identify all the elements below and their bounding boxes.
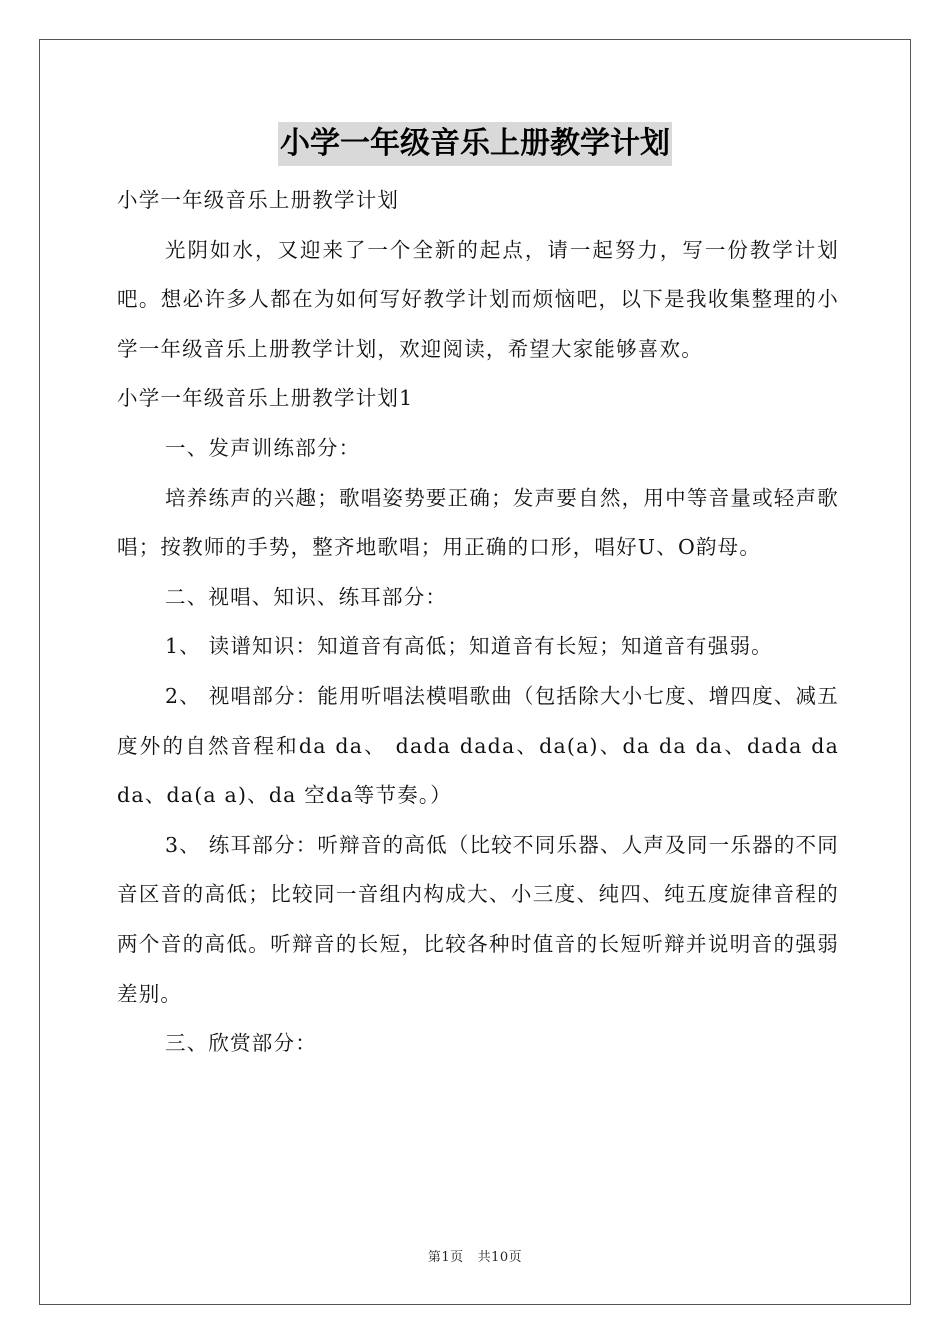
subtitle-paragraph: 小学一年级音乐上册教学计划 bbox=[117, 188, 400, 212]
part-heading-sightsinging: 二、视唱、知识、练耳部分： bbox=[165, 584, 448, 609]
item-ear-training: 3、 练耳部分：听辩音的高低（比较不同乐器、人声及同一乐器的不同音区音的高低；比较同一音组内构成大、小三度、纯四、纯五度旋律音程的两个音的高低。听辩音的长短，比较各种时值音的长短听辩并说明音的强弱差别。 bbox=[117, 832, 839, 1006]
part-heading-appreciation: 三、欣赏部分： bbox=[165, 1031, 317, 1056]
document-body bbox=[117, 176, 839, 1069]
item-reading: 1、 读谱知识：知道音有高低；知道音有长短；知道音有强弱。 bbox=[165, 634, 773, 659]
vocal-paragraph: 培养练声的兴趣；歌唱姿势要正确；发声要自然，用中等音量或轻声歌唱；按教师的手势，整齐地歌唱；用正确的口形，唱好U、O韵母。 bbox=[117, 485, 839, 560]
title-container bbox=[0, 122, 950, 166]
section-heading: 小学一年级音乐上册教学计划1 bbox=[117, 386, 414, 411]
page-number: 第1页 bbox=[427, 1250, 464, 1265]
item-sightsinging: 2、 视唱部分：能用听唱法模唱歌曲（包括除大小七度、增四度、减五度外的自然音程和da da、 dada dada、da(a)、da da da、dada da da、da(a a)、da 空da等节奏。） bbox=[117, 683, 839, 808]
page-footer bbox=[0, 1246, 950, 1265]
intro-paragraph: 光阴如水，又迎来了一个全新的起点，请一起努力，写一份教学计划吧。想必许多人都在为如何写好教学计划而烦恼吧，以下是我收集整理的小学一年级音乐上册教学计划，欢迎阅读，希望大家能够喜欢。 bbox=[117, 237, 839, 361]
part-heading-vocal: 一、发声训练部分： bbox=[165, 435, 361, 460]
document-title: 小学一年级音乐上册教学计划 bbox=[278, 122, 672, 166]
page-total: 共10页 bbox=[477, 1250, 523, 1265]
